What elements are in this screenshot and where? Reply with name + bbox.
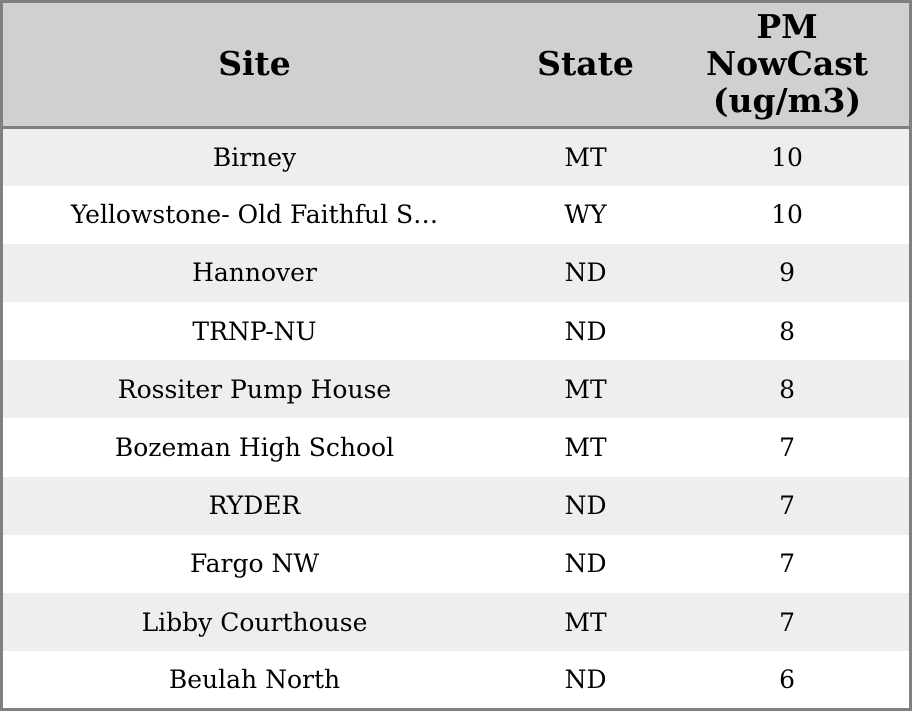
column-header-state: [506, 2, 665, 128]
state-cell: WY: [564, 200, 607, 230]
state-cell: ND: [564, 549, 607, 579]
pm-nowcast-cell: 8: [779, 374, 795, 404]
pm-nowcast-cell: 9: [779, 258, 795, 288]
table-row: [2, 477, 911, 535]
site-cell: Fargo NW: [189, 549, 320, 579]
table-row: [2, 651, 911, 709]
table-row: [2, 128, 911, 186]
column-header-state-label: State: [537, 44, 634, 84]
site-cell: Bozeman High School: [114, 433, 395, 463]
table-row: [2, 535, 911, 593]
site-cell: Yellowstone- Old Faithful S…: [70, 200, 439, 230]
table-row: [2, 302, 911, 360]
state-cell: MT: [564, 607, 607, 637]
table-body: [2, 128, 911, 710]
site-cell: RYDER: [208, 491, 301, 521]
pm-nowcast-cell: 6: [779, 665, 795, 695]
pm-nowcast-cell: 7: [779, 491, 795, 521]
site-cell: Hannover: [192, 258, 317, 288]
state-cell: ND: [564, 316, 607, 346]
pm-nowcast-cell: 7: [779, 549, 795, 579]
column-header-pm-nowcast: [665, 2, 910, 128]
site-cell: TRNP-NU: [192, 316, 317, 346]
pm-nowcast-cell: 10: [771, 142, 803, 172]
table-row: [2, 186, 911, 244]
pm-nowcast-cell: 7: [779, 433, 795, 463]
table-header: [2, 2, 911, 128]
site-cell: Rossiter Pump House: [117, 374, 392, 404]
table-row: [2, 418, 911, 476]
state-cell: MT: [564, 142, 607, 172]
table-row: [2, 244, 911, 302]
state-cell: ND: [564, 665, 607, 695]
pm-nowcast-cell: 8: [779, 316, 795, 346]
column-header-pm-nowcast-label: PM NowCast (ug/m3): [706, 7, 869, 120]
pm-nowcast-cell: 10: [771, 200, 803, 230]
table-row: [2, 593, 911, 651]
table-row: [2, 360, 911, 418]
state-cell: MT: [564, 433, 607, 463]
pm-nowcast-cell: 7: [779, 607, 795, 637]
column-header-site-label: Site: [218, 44, 291, 84]
state-cell: ND: [564, 491, 607, 521]
site-cell: Birney: [212, 142, 297, 172]
site-cell: Libby Courthouse: [141, 607, 368, 637]
column-header-site: [2, 2, 507, 128]
header-row: [2, 2, 911, 128]
state-cell: MT: [564, 374, 607, 404]
state-cell: ND: [564, 258, 607, 288]
site-cell: Beulah North: [168, 665, 341, 695]
